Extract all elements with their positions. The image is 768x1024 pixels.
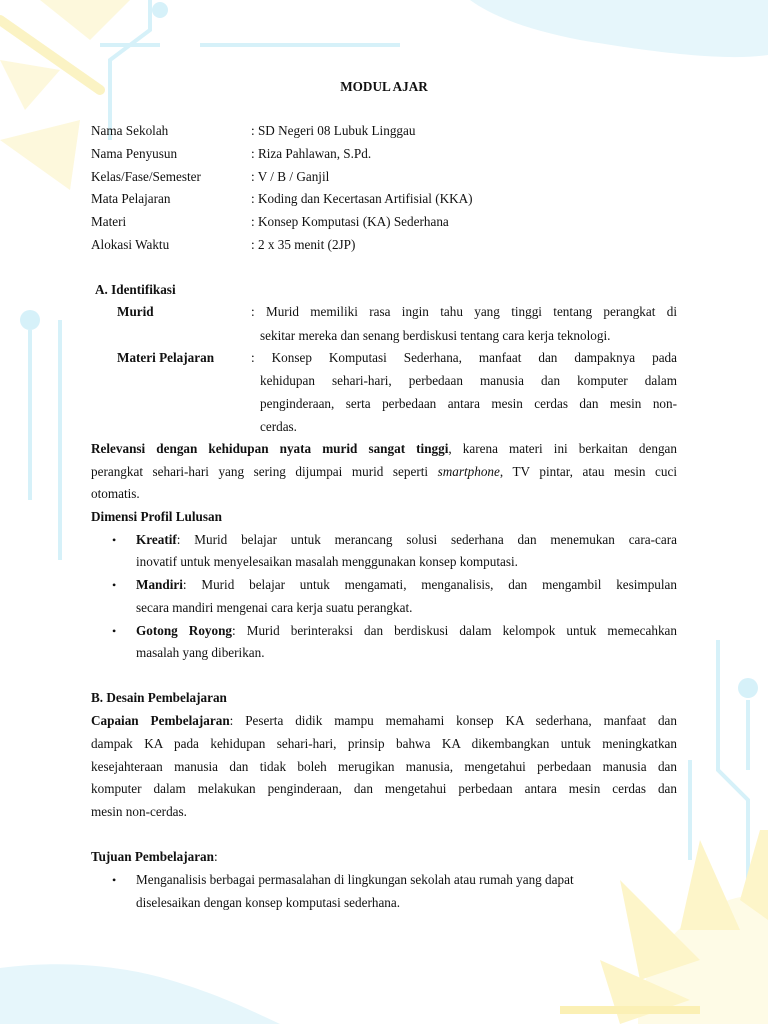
- dimensi-desc: : Murid belajar untuk mengamati, menganalisis, dan mengambil kesimpulan: [182, 577, 677, 592]
- dimensi-item: [136, 622, 677, 640]
- capaian-line: kesejahteraan manusia dan tidak boleh merugikan manusia, mengetahui perbedaan manusia dan: [91, 759, 677, 774]
- relevansi-line: otomatis.: [91, 486, 140, 501]
- bullet-dot: •: [112, 624, 117, 638]
- relevansi-italic: smartphone: [437, 464, 500, 479]
- identity-label: Mata Pelajaran: [91, 191, 171, 206]
- identity-value: : Riza Pahlawan, S.Pd.: [251, 146, 372, 161]
- identity-value: : 2 x 35 menit (2JP): [251, 237, 356, 252]
- relevansi-bold: Relevansi dengan kehidupan nyata murid sangat tinggi: [91, 441, 449, 456]
- materi-text-line: cerdas.: [260, 419, 297, 434]
- bullet-dot: •: [112, 533, 117, 547]
- dimensi-desc: : Murid berinteraksi dan berdiskusi dalam kelompok untuk memecahkan: [232, 623, 677, 638]
- materi-text-line: penginderaan, serta perbedaan antara mesin cerdas dan mesin non-: [260, 396, 677, 411]
- materi-label: Materi Pelajaran: [117, 350, 215, 365]
- capaian-label: Capaian Pembelajaran: [91, 713, 230, 728]
- capaian-line: mesin non-cerdas.: [91, 804, 187, 819]
- dimensi-desc-line: inovatif untuk menyelesaikan masalah menggunakan konsep komputasi.: [136, 554, 518, 569]
- dimensi-desc-line: secara mandiri mengenai cara kerja suatu perangkat.: [136, 600, 413, 615]
- capaian-text: : Peserta didik mampu memahami konsep KA sederhana, manfaat dan: [229, 713, 678, 728]
- document-title: MODUL AJAR: [340, 79, 428, 94]
- materi-text-line: : Konsep Komputasi Sederhana, manfaat dan dampaknya pada: [251, 350, 677, 365]
- tujuan-item-line: Menganalisis berbagai permasalahan di lingkungan sekolah atau rumah yang dapat: [136, 872, 574, 887]
- identity-label: Alokasi Waktu: [91, 237, 170, 252]
- capaian-line: dampak KA pada kehidupan sehari-hari, prinsip bahwa KA dikembangkan untuk meningkatkan: [91, 736, 677, 751]
- bullet-dot: •: [112, 873, 117, 887]
- identity-label: Nama Sekolah: [91, 123, 169, 138]
- dimensi-item: [136, 531, 677, 549]
- identity-value: : Konsep Komputasi (KA) Sederhana: [251, 214, 449, 229]
- tujuan-heading: [91, 848, 218, 866]
- identity-value: : Koding dan Kecertasan Artifisial (KKA): [251, 191, 473, 206]
- relevansi-line: [91, 440, 677, 458]
- identity-value: : SD Negeri 08 Lubuk Linggau: [251, 123, 416, 138]
- identity-label: Nama Penyusun: [91, 146, 178, 161]
- identity-label: Kelas/Fase/Semester: [91, 169, 201, 184]
- section-a-heading: A. Identifikasi: [95, 282, 176, 297]
- murid-label: Murid: [117, 304, 154, 319]
- relevansi-line: [91, 463, 677, 481]
- capaian-line: [91, 712, 677, 730]
- murid-text-line: : Murid memiliki rasa ingin tahu yang tinggi tentang perangkat di: [251, 304, 677, 319]
- relevansi-rest: , karena materi ini berkaitan dengan: [448, 441, 678, 456]
- materi-text-line: kehidupan sehari-hari, perbedaan manusia dan komputer dalam: [260, 373, 677, 388]
- capaian-line: komputer dalam melakukan penginderaan, dan mengetahui perbedaan antara mesin cerdas dan: [91, 781, 677, 796]
- section-b-heading: B. Desain Pembelajaran: [91, 690, 227, 705]
- tujuan-item-line: diselesaikan dengan konsep komputasi sederhana.: [136, 895, 401, 910]
- dimensi-desc: : Murid belajar untuk merancang solusi sederhana dan menemukan cara-cara: [176, 532, 677, 547]
- identity-value: : V / B / Ganjil: [251, 169, 330, 184]
- bullet-dot: •: [112, 578, 117, 592]
- dimensi-item: [136, 576, 677, 594]
- dimensi-heading: Dimensi Profil Lulusan: [91, 509, 222, 524]
- dimensi-term: Kreatif: [136, 532, 177, 547]
- dimensi-term: Gotong Royong: [136, 623, 233, 638]
- murid-text-line: sekitar mereka dan senang berdiskusi tentang cara kerja teknologi.: [260, 328, 611, 343]
- relevansi-text: , TV pintar, atau mesin cuci: [499, 464, 677, 479]
- identity-label: Materi: [91, 214, 127, 229]
- tujuan-colon: :: [213, 849, 218, 864]
- dimensi-desc-line: masalah yang diberikan.: [136, 645, 265, 660]
- tujuan-label: Tujuan Pembelajaran: [91, 849, 214, 864]
- dimensi-term: Mandiri: [136, 577, 183, 592]
- relevansi-text: perangkat sehari-hari yang sering dijumpai murid seperti: [91, 464, 438, 479]
